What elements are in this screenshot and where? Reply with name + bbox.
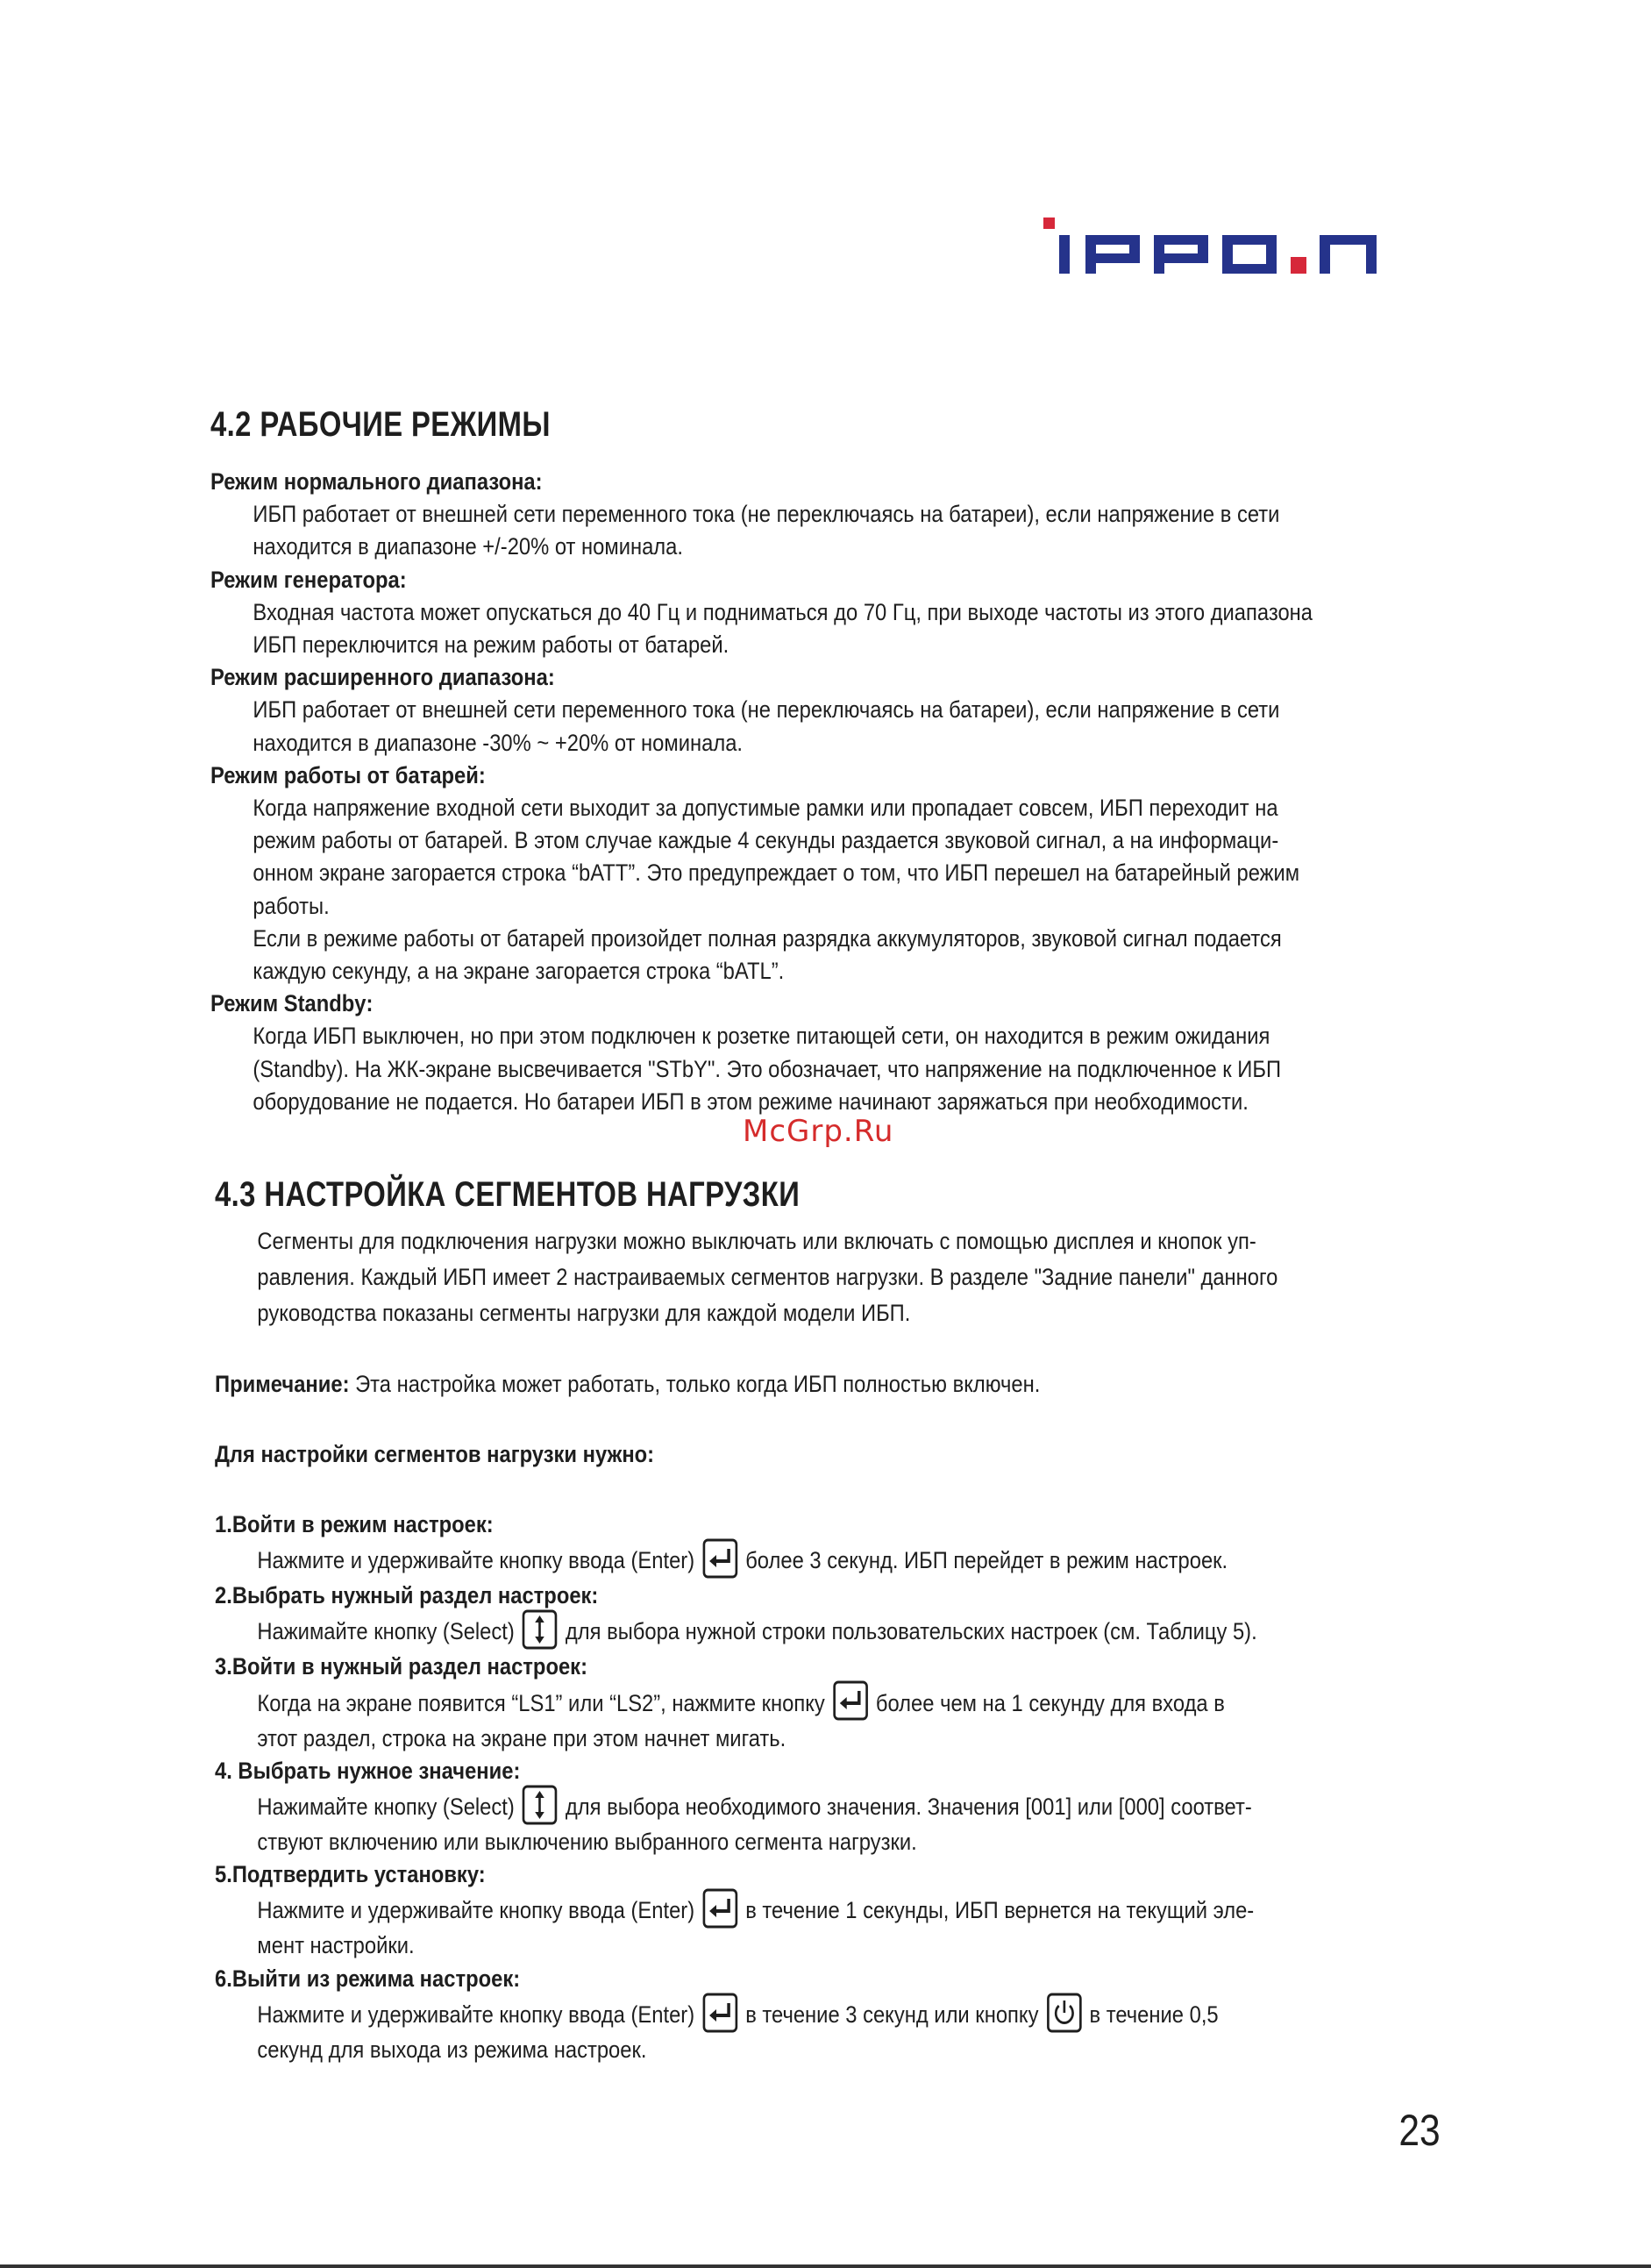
note-label: Примечание: bbox=[215, 1371, 350, 1397]
section-title-4-2: 4.2 РАБОЧИЕ РЕЖИМЫ bbox=[210, 405, 551, 444]
intro-text: руководства показаны сегменты нагрузки для каждой модели ИБП. bbox=[257, 1300, 911, 1326]
mode-heading: Режим Standby: bbox=[210, 990, 374, 1017]
step-text: секунд для выхода из режима настроек. bbox=[257, 2036, 647, 2063]
mode-text: Если в режиме работы от батарей произойдет полная разрядка аккумуляторов, звуковой сигнал подается bbox=[253, 924, 1282, 952]
mode-heading: Режим расширенного диапазона: bbox=[210, 664, 555, 691]
mode-text: ИБП работает от внешней сети переменного тока (не переключаясь на батареи), если напряжение в сети bbox=[253, 696, 1280, 724]
section-title-4-3: 4.3 НАСТРОЙКА СЕГМЕНТОВ НАГРУЗКИ bbox=[215, 1175, 801, 1214]
mode-text: ИБП переключится на режим работы от батарей. bbox=[253, 631, 729, 659]
bottom-divider bbox=[0, 2264, 1651, 2268]
power-key-icon bbox=[1046, 1993, 1081, 2033]
select-key-icon bbox=[523, 1609, 558, 1650]
step-text: Нажмите и удерживайте кнопку ввода (Enter) в течение 1 секунды, ИБП вернется на текущий эле- bbox=[215, 1891, 1311, 1929]
intro-block bbox=[215, 1223, 1460, 1331]
note bbox=[215, 1368, 1460, 1401]
ippon-logo bbox=[1043, 218, 1438, 279]
page-number: 23 bbox=[1398, 2106, 1441, 2155]
mode-text: режим работы от батарей. В этом случае каждые 4 секунды раздается звуковой сигнал, а на информаци- bbox=[253, 827, 1279, 854]
step-text: Когда на экране появится “LS1” или “LS2”, нажмите кнопку более чем на 1 секунду для входа в bbox=[215, 1684, 1311, 1722]
mode-text: Входная частота может опускаться до 40 Гц и подниматься до 70 Гц, при выходе частоты из этого диапазона bbox=[253, 598, 1313, 625]
mode-text: каждую секунду, а на экране загорается строка “bATL”. bbox=[253, 958, 785, 985]
mode-heading: Режим работы от батарей: bbox=[210, 761, 486, 788]
mode-text: Когда ИБП выключен, но при этом подключен к розетке питающей сети, он находится в режим ожидания bbox=[253, 1023, 1270, 1050]
step-heading: 2.Выбрать нужный раздел настроек: bbox=[215, 1582, 599, 1609]
mode-text: оборудование не подается. Но батареи ИБП в этом режиме начинают заряжаться при необходимости. bbox=[253, 1088, 1249, 1115]
mode-text: онном экране загорается строка “bATT”. Это предупреждает о том, что ИБП перешел на батарейный режим bbox=[253, 859, 1300, 887]
steps-heading: Для настройки сегментов нагрузки нужно: bbox=[215, 1441, 655, 1467]
steps-heading-block bbox=[215, 1438, 1460, 1471]
select-key-icon bbox=[523, 1785, 558, 1825]
step-heading: 5.Подтвердить установку: bbox=[215, 1861, 486, 1888]
mode-text: (Standby). На ЖК-экране высвечивается "STbY". Это обозначает, что напряжение на подключенное к ИБП bbox=[253, 1055, 1282, 1082]
step-text: Нажмите и удерживайте кнопку ввода (Enter) в течение 3 секунд или кнопку в течение 0,5 bbox=[215, 1995, 1311, 2034]
mode-text: находится в диапазоне -30% ~ +20% от номинала. bbox=[253, 729, 744, 756]
steps-block bbox=[215, 1508, 1460, 2066]
enter-key-icon bbox=[833, 1680, 868, 1721]
enter-key-icon bbox=[702, 1888, 737, 1929]
intro-text: равления. Каждый ИБП имеет 2 настраиваемых сегментов нагрузки. В разделе "Задние панели" данного bbox=[257, 1264, 1278, 1290]
intro-text: Сегменты для подключения нагрузки можно выключать или включать с помощью дисплея и кнопок уп- bbox=[257, 1228, 1256, 1254]
mode-text: находится в диапазоне +/-20% от номинала. bbox=[253, 533, 683, 560]
mode-heading: Режим нормального диапазона: bbox=[210, 468, 543, 495]
step-heading: 3.Войти в нужный раздел настроек: bbox=[215, 1653, 587, 1680]
step-text: Нажмите и удерживайте кнопку ввода (Enter) более 3 секунд. ИБП перейдет в режим настроек. bbox=[215, 1541, 1311, 1580]
enter-key-icon bbox=[702, 1538, 737, 1579]
note-text: Эта настройка может работать, только когда ИБП полностью включен. bbox=[349, 1371, 1041, 1397]
modes-block bbox=[210, 466, 1455, 1118]
enter-key-icon bbox=[702, 1993, 737, 2033]
step-text: этот раздел, строка на экране при этом начнет мигать. bbox=[257, 1724, 786, 1751]
watermark: McGrp.Ru bbox=[743, 1114, 894, 1149]
mode-text: Когда напряжение входной сети выходит за допустимые рамки или пропадает совсем, ИБП переходит на bbox=[253, 795, 1278, 822]
mode-heading: Режим генератора: bbox=[210, 566, 407, 593]
step-text: Нажимайте кнопку (Select) для выбора необходимого значения. Значения [001] или [000] соответ- bbox=[215, 1787, 1311, 1826]
mode-text: ИБП работает от внешней сети переменного тока (не переключаясь на батареи), если напряжение в сети bbox=[253, 501, 1280, 528]
step-heading: 6.Выйти из режима настроек: bbox=[215, 1965, 521, 1992]
step-text: ствуют включению или выключению выбранного сегмента нагрузки. bbox=[257, 1829, 917, 1856]
mode-text: работы. bbox=[253, 892, 330, 919]
step-text: мент настройки. bbox=[257, 1932, 415, 1959]
step-text: Нажимайте кнопку (Select) для выбора нужной строки пользовательских настроек (см. Таблицу 5). bbox=[215, 1612, 1311, 1651]
step-heading: 4. Выбрать нужное значение: bbox=[215, 1757, 521, 1784]
step-heading: 1.Войти в режим настроек: bbox=[215, 1511, 494, 1537]
